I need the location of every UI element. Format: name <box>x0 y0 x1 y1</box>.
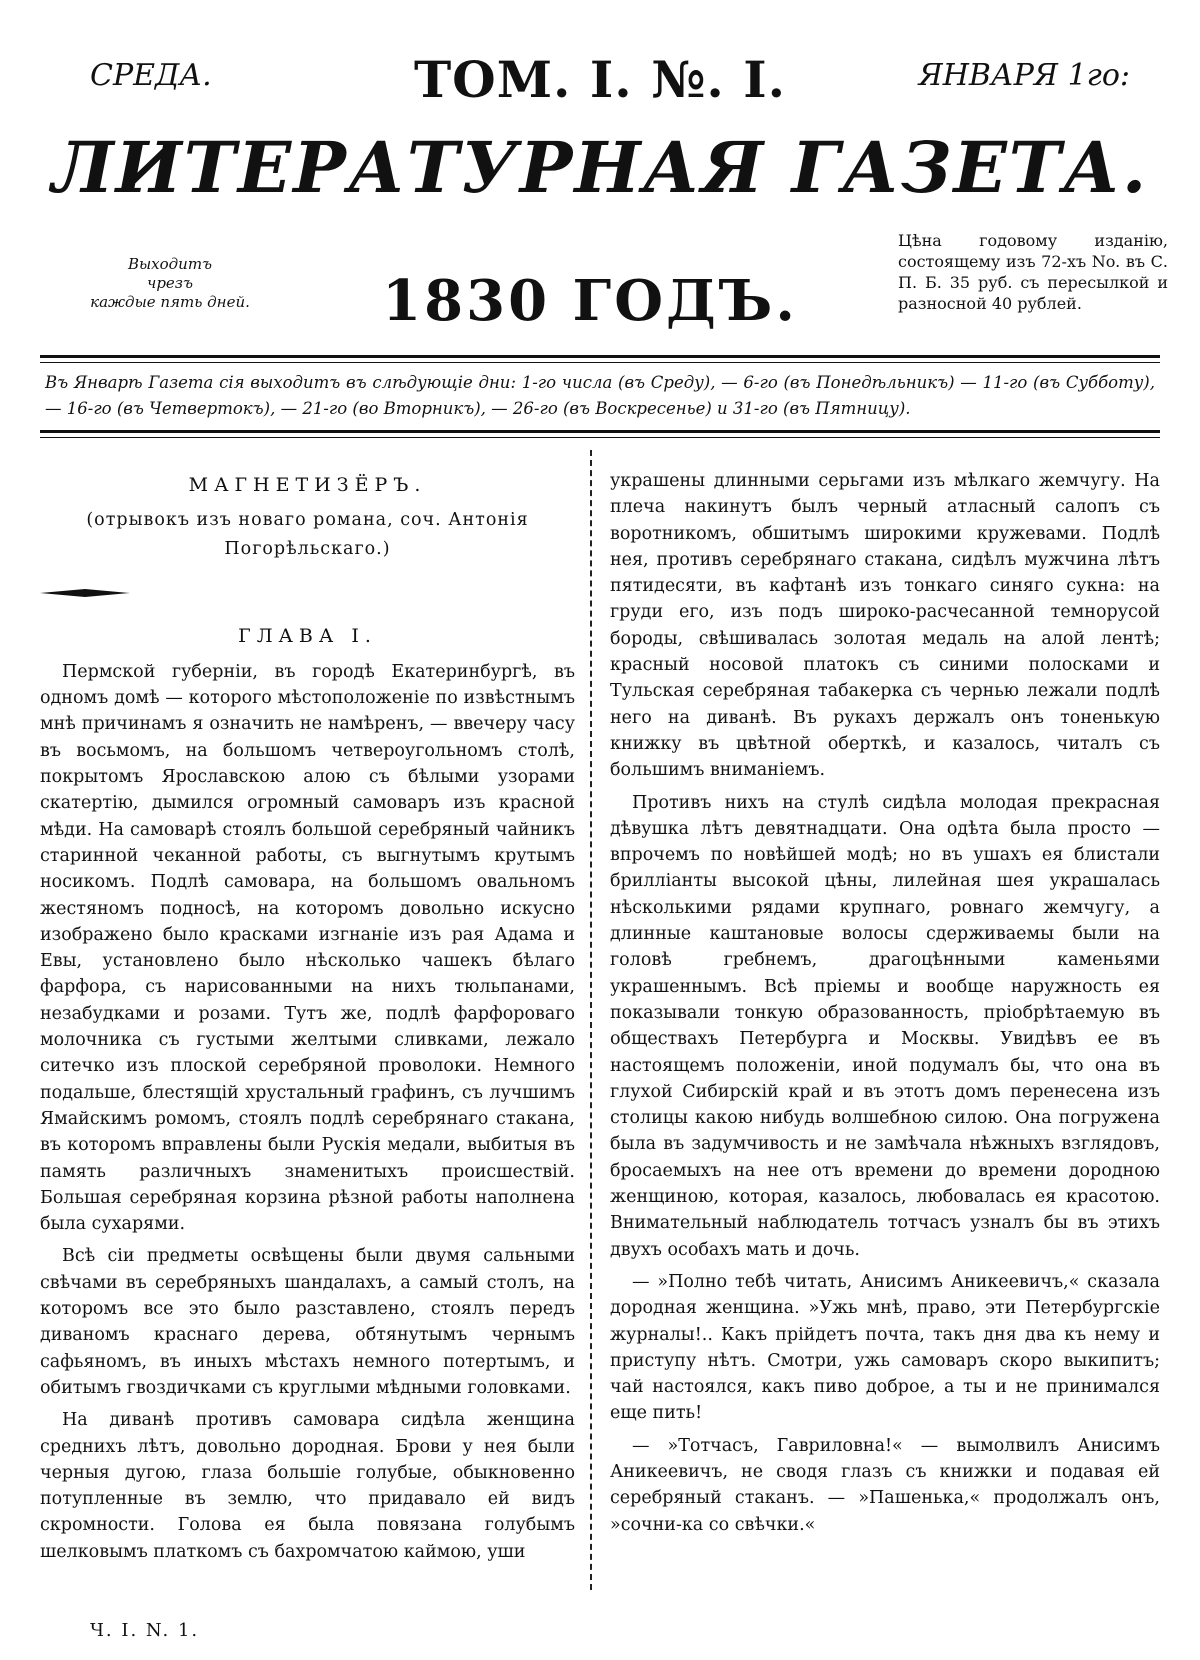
top-line <box>60 50 1140 110</box>
frequency-line: каждые пять дней. <box>90 293 250 311</box>
newspaper-title: ЛИТЕРАТУРНАЯ ГАЗЕТА. <box>51 126 1149 209</box>
publication-year: 1830 ГОДЪ. <box>382 268 798 334</box>
issue-day: СРЕДА. <box>90 58 212 93</box>
release-schedule: Въ Январѣ Газета сія выходитъ въ слѣдующіе дни: 1-го числа (въ Среду), — 6-го (въ Понедѣльникъ) — 11-го (въ Субботу), — 16-го (въ Четвертокъ), — 21-го (во Вторникъ), — 26-го (въ Воскресенье) и 31-го (въ Пятницу). <box>45 373 1155 418</box>
article-title: МАГНЕТИЗЁРЪ. <box>188 474 427 496</box>
frequency-line: Выходитъ <box>127 255 213 273</box>
left-column <box>40 462 575 1571</box>
article-paragraph: украшены длинными серьгами изъ мѣлкаго жемчугу. На плеча накинутъ былъ черный атласный салопъ съ воротникомъ, обшитымъ широкими кружевами. Подлѣ нея, противъ серебрянаго стакана, сидѣлъ мужчина лѣтъ пятидесяти, въ кафтанѣ изъ тонкаго синяго сукна: на груди его, изъ подъ широко-расчесанной темнорусой бороды, свѣшивалась золотая медаль на алой лентѣ; красный носовой платокъ съ синими полосками и Тульская серебряная табакерка съ чернью лежали подлѣ него на диванѣ. Въ рукахъ держалъ онъ тоненькую книжку въ цвѣтной оберткѣ, и казалось, читалъ съ большимъ вниманіемъ. <box>610 471 1160 781</box>
frequency-line: чрезъ <box>147 274 193 292</box>
article-paragraph: Противъ нихъ на стулѣ сидѣла молодая прекрасная дѣвушка лѣтъ девятнадцати. Она одѣта была просто — впрочемъ по новѣйшей модѣ; но въ ушахъ ея блистали брилліанты высокой цѣны, лилейная шея украшалась нѣсколькими рядами крупнаго, ровнаго жемчугу, а длинные каштановые волосы сдерживаемы были на головѣ гребнемъ, драгоцѣнными каменьями украшеннымъ. Всѣ пріемы и вообще наружность ея показывали тонкую образованность, пріобрѣтаемую въ обществахъ Петербурга и Москвы. Увидѣвъ ее въ настоящемъ положеніи, иной подумалъ бы, что она въ глухой Сибирскій край и въ этотъ домъ перенесена изъ столицы какою нибудь волшебною силою. Она погружена была въ задумчивость и не замѣчала нѣжныхъ взглядовъ, бросаемыхъ на нее отъ времени до времени дородною женщиною, которая, казалось, любовалась ея красотою. Внимательный наблюдатель тотчасъ узналъ бы въ этихъ двухъ особахъ мать и дочь. <box>610 792 1160 1260</box>
column-divider <box>590 450 596 1590</box>
right-column <box>610 468 1160 1544</box>
volume-number: ТОМ. I. №. I. <box>413 50 787 109</box>
publication-frequency <box>70 255 270 312</box>
ornament-rule-icon <box>40 588 130 598</box>
article-paragraph: На диванѣ противъ самовара сидѣла женщина среднихъ лѣтъ, довольно дородная. Брови у нея были черныя дугою, глаза большіе голубые, обыкновенно потупленные въ землю, что придавало ей видъ скромности. Голова ея была повязана голубымъ шелковымъ платкомъ съ бахромчатою каймою, уши <box>40 1410 575 1562</box>
chapter-heading: ГЛАВА I. <box>238 624 377 647</box>
article-paragraph: Всѣ сіи предметы освѣщены были двумя сальными свѣчами въ серебряныхъ шандалахъ, а самый столъ, на которомъ все это было разставлено, стоялъ передъ диваномъ краснаго дерева, обтянутымъ чернымъ сафьяномъ, въ иныхъ мѣстахъ немного потертымъ, и обитымъ гвоздичками съ круглыми мѣдными головками. <box>40 1246 575 1398</box>
top-divider-rule <box>40 355 1160 363</box>
subscription-price: Цѣна годовому изданію, состоящему изъ 72-хъ No. въ С. П. Б. 35 руб. съ пересылкой и разносной 40 рублей. <box>898 231 1168 313</box>
page-signature: Ч. I. N. 1. <box>90 1620 200 1641</box>
article-paragraph: — »Тотчасъ, Гавриловна!« — вымолвилъ Анисимъ Аникеевичъ, не сводя глазъ съ книжки и подавая ей серебряный стаканъ. — »Пашенька,« продолжалъ онъ, »сочни-ка со свѣчки.« <box>610 1435 1160 1535</box>
middle-divider-rule <box>40 430 1160 438</box>
article-subtitle: (отрывокъ изъ новаго романа, соч. Антонія Погорѣльскаго.) <box>86 510 529 560</box>
article-paragraph: — »Полно тебѣ читать, Анисимъ Аникеевичъ,« сказала дородная женщина. »Ужь мнѣ, право, эти Петербургскіе журналы!.. Какъ прійдетъ почта, такъ дня два къ нему и приступу нѣтъ. Смотри, ужь самоваръ скоро выкипитъ; чай настоялся, какъ пиво доброе, а ты и не принимался еще пить! <box>610 1271 1160 1424</box>
article-paragraph: Пермской губерніи, въ городѣ Екатеринбургѣ, въ одномъ домѣ — которого мѣстоположеніе по извѣстнымъ мнѣ причинамъ я означить не намѣренъ, — ввечеру часу въ восьмомъ, на большомъ четвероугольномъ столѣ, покрытомъ Ярославскою алою съ бѣлыми узорами скатертію, дымился огромный самоваръ изъ красной мѣди. На самоварѣ стоялъ большой серебряный чайникъ старинной чеканной работы, съ выгнутымъ крутымъ носикомъ. Подлѣ самовара, на большомъ овальномъ жестяномъ подносѣ, на которомъ довольно искусно изображено было красками изгнаніе изъ рая Адама и Евы, установлено было нѣсколько чашекъ бѣлаго фарфора, съ нарисованными на нихъ тюльпанами, незабудками и розами. Тутъ же, подлѣ фарфороваго молочника съ густыми желтыми сливками, лежало ситечко изъ плоской серебряной проволоки. Немного подальше, блестящій хрустальный графинъ, съ лучшимъ Ямайскимъ ромомъ, стоялъ подлѣ серебрянаго стакана, въ которомъ вправлены были Рускія медали, выбитыя въ память различныхъ знаменитыхъ происшествій. Большая серебряная корзина рѣзной работы наполнена была сухарями. <box>40 661 575 1235</box>
issue-date: ЯНВАРЯ 1го: <box>918 58 1130 93</box>
